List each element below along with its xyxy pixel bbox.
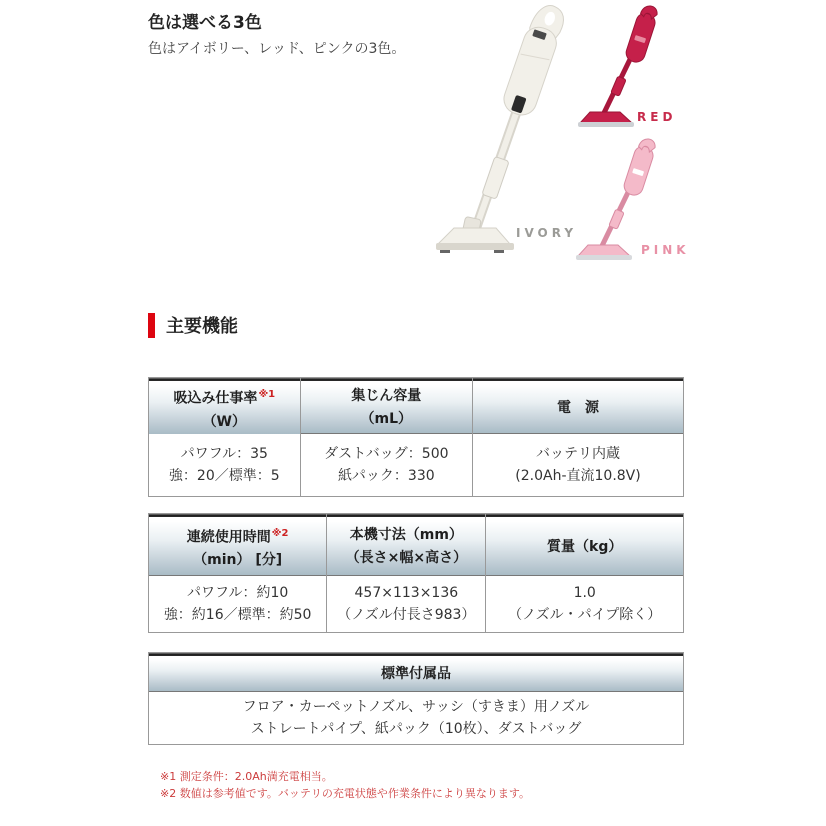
spec-table-power [148, 377, 684, 497]
spec-table-accessories [148, 652, 684, 745]
motor-unit [500, 0, 568, 119]
spec-col [149, 514, 326, 632]
header-cell-dimensions: 本機寸法（mm） （長さ×幅×高さ） [327, 514, 485, 576]
motor-unit [622, 136, 658, 197]
spec-col [472, 378, 683, 496]
body-cell-weight: 1.0 （ノズル・パイプ除く） [486, 576, 683, 632]
red-accent-bar [148, 313, 155, 338]
footnote-mark-2: ※2 [271, 527, 289, 539]
features-section-header [148, 312, 238, 338]
body-cell-accessories: フロア・カーペットノズル、サッシ（すきま）用ノズル ストレートパイプ、紙パック（10枚）、ダストバッグ [149, 692, 683, 744]
vacuum-ivory-image [428, 0, 588, 262]
spec-col [300, 378, 472, 496]
body-cell-power: バッテリ内蔵 (2.0Ah-直流10.8V) [473, 434, 683, 496]
colors-heading: 色は選べる3色 [148, 13, 262, 33]
body-cell-capacity: ダストバッグ：500 紙パック：330 [301, 434, 472, 496]
color-label-ivory: IVORY [516, 226, 578, 240]
header-cell-capacity: 集じん容量 （mL） [301, 378, 472, 434]
body-cell-suction: パワフル：35 強：20／標準：5 [149, 434, 300, 496]
body-cell-runtime: パワフル：約10 強：約16／標準：約50 [149, 576, 326, 632]
footnote-1: ※1 測定条件：2.0Ah満充電相当。 [160, 770, 333, 783]
product-gallery [420, 0, 710, 270]
features-section-title: 主要機能 [166, 316, 238, 337]
colors-description: 色はアイボリー、レッド、ピンクの3色。 [148, 41, 406, 57]
footnote-mark-1: ※1 [258, 389, 276, 400]
body-cell-dimensions: 457×113×136 （ノズル付長さ983） [327, 576, 485, 632]
color-label-pink: PINK [641, 243, 690, 257]
footnotes [160, 768, 530, 802]
spec-col [149, 653, 683, 744]
header-cell-runtime: 連続使用時間$^{※2}$ （min） [分] [149, 514, 326, 576]
header-cell-suction: 吸込み仕事率$^{※1}$ （W） [149, 378, 300, 434]
motor-unit [624, 3, 660, 64]
spec-table-usage [148, 513, 684, 633]
footnote-2: ※2 数値は参考値です。バッテリの充電状態や作業条件により異なります。 [160, 787, 530, 800]
spec-col [326, 514, 485, 632]
header-cell-power: 電 源 [473, 378, 683, 434]
spec-col [485, 514, 683, 632]
header-cell-accessories: 標準付属品 [149, 653, 683, 692]
pipe-joint [482, 156, 509, 199]
spec-col [149, 378, 300, 496]
header-cell-weight: 質量（kg） [486, 514, 683, 576]
color-label-red: RED [637, 110, 677, 124]
